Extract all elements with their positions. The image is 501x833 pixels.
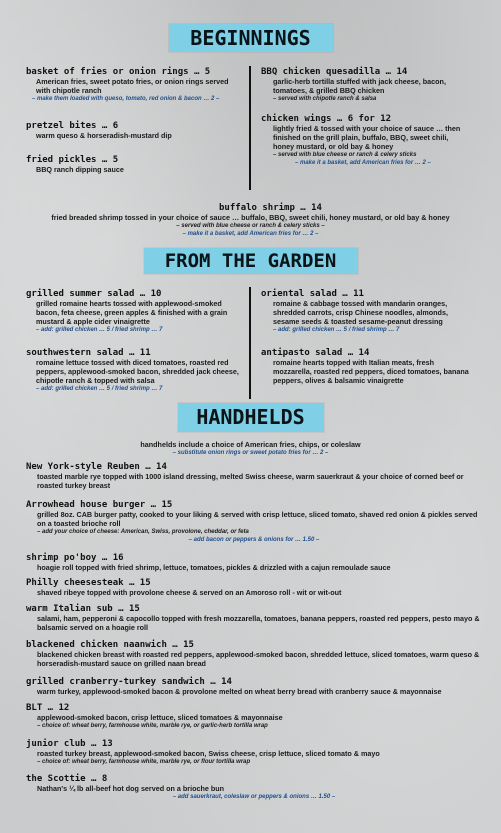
menu-item-scottie (26, 774, 482, 801)
item-name: chicken wings … 6 for 12 (261, 114, 392, 124)
menu-item-pickles (26, 155, 240, 174)
item-addon: – served with chipotle ranch & salsa (273, 96, 377, 102)
beginnings-column-divider (249, 66, 251, 190)
item-description: hoagie roll topped with fried shrimp, lettuce, tomatoes, pickles & drizzled with a cajun remoulade sauce (37, 563, 391, 572)
menu-item-antipasto-salad (261, 348, 471, 385)
intro-text: handhelds include a choice of American fries, chips, or coleslaw (140, 440, 361, 449)
item-description: BBQ ranch dipping sauce (36, 165, 124, 174)
item-name: basket of fries or onion rings … 5 (26, 67, 211, 77)
item-addon: – add: grilled chicken … 5 / fried shrimp … 7 (273, 327, 400, 333)
item-addon: – served with blue cheese or ranch & celery sticks (273, 152, 417, 158)
item-name: grilled cranberry-turkey sandwich … 14 (26, 677, 232, 687)
item-option: – choice of: wheat berry, farmhouse white, marble rye, or garlic-herb tortilla wrap (37, 723, 268, 729)
item-description: grilled 8oz. CAB burger patty, cooked to your liking & served with crisp lettuce, sliced tomato, shaved red onion & pickles served on a toasted brioche roll (37, 510, 478, 528)
section-title-beginnings: BEGINNINGS (169, 24, 333, 52)
menu-item-blt (26, 703, 482, 730)
menu-item-oriental-salad (261, 289, 471, 334)
item-name: fried pickles … 5 (26, 155, 119, 165)
menu-item-junior-club (26, 739, 482, 766)
menu-item-southwestern-salad (26, 348, 240, 393)
item-description: blackened chicken breast with roasted red peppers, applewood-smoked bacon, shredded lettuce, sliced tomatoes, warm queso & horseradish-mustard sauce on grilled naan bread (37, 650, 480, 668)
item-description: grilled romaine hearts tossed with applewood-smoked bacon, feta cheese, green apples & finished with a grain mustard & apple cider vinaigrette (36, 299, 228, 326)
item-name: BLT … 12 (26, 703, 70, 713)
menu-item-summer-salad (26, 289, 240, 334)
handhelds-intro (16, 440, 485, 457)
section-title-handhelds: HANDHELDS (178, 403, 324, 432)
item-addon: – make it a basket, add American fries for … 2 – (295, 160, 431, 166)
item-name: oriental salad … 11 (261, 289, 364, 299)
item-name: shrimp po'boy … 16 (26, 553, 124, 563)
item-name: antipasto salad … 14 (261, 348, 370, 358)
item-description: lightly fried & tossed with your choice of sauce … then finished on the grill plain, buffalo, BBQ, sweet chili, honey mustard, or old bay & honey (273, 124, 461, 151)
item-addon: – add: grilled chicken … 5 / fried shrimp … 7 (36, 386, 163, 392)
menu-item-italian-sub (26, 604, 482, 632)
menu-item-philly (26, 578, 482, 597)
menu-item-shrimp-poboy (26, 553, 482, 572)
item-description: toasted marble rye topped with 1000 island dressing, melted Swiss cheese, warm sauerkraut & your choice of corned beef or roasted turkey breast (37, 472, 464, 490)
item-name: Arrowhead house burger … 15 (26, 500, 173, 510)
menu-item-buffalo-shrimp (16, 203, 485, 238)
menu-item-wings (261, 114, 471, 167)
item-name: grilled summer salad … 10 (26, 289, 162, 299)
intro-addon: – substitute onion rings or sweet potato fries for … 2 – (172, 450, 329, 456)
item-addon: – served with blue cheese or ranch & celery sticks – (176, 223, 325, 229)
item-addon: – make them loaded with queso, tomato, red onion & bacon … 2 – (32, 96, 220, 102)
item-name: Philly cheesesteak … 15 (26, 578, 151, 588)
item-description: roasted turkey breast, applewood-smoked bacon, Swiss cheese, crisp lettuce, sliced tomato & mayo (37, 749, 380, 758)
item-description: shaved ribeye topped with provolone cheese & served on an Amoroso roll - wit or wit-out (37, 588, 342, 597)
item-description: romaine lettuce tossed with diced tomatoes, roasted red peppers, applewood-smoked bacon, shredded jack cheese, chipotle ranch & topped with salsa (36, 358, 239, 385)
section-title-garden: FROM THE GARDEN (144, 248, 358, 274)
item-addon: – make it a basket, add American fries for … 2 – (182, 231, 319, 237)
menu-item-naanwich (26, 640, 482, 668)
item-addon: – add sauerkraut, coleslaw or peppers & onions … 1.50 – (172, 794, 336, 800)
item-name: southwestern salad … 11 (26, 348, 151, 358)
item-description: fried breaded shrimp tossed in your choice of sauce … buffalo, BBQ, sweet chili, honey mustard, or old bay & honey (51, 213, 450, 222)
item-name: BBQ chicken quesadilla … 14 (261, 67, 408, 77)
item-name: buffalo shrimp … 14 (219, 203, 322, 213)
item-addon: – add bacon or peppers & onions for … 1.50 – (188, 537, 320, 543)
item-description: warm queso & horseradish-mustard dip (36, 131, 172, 140)
item-description: romaine & cabbage tossed with mandarin oranges, shredded carrots, crisp Chinese noodles, almonds, sesame seeds & toasted sesame-peanut dressing (273, 299, 448, 326)
item-option: – choice of: wheat berry, farmhouse white, marble rye, or flour tortilla wrap (37, 759, 251, 765)
item-description: American fries, sweet potato fries, or onion rings served with chipotle ranch (36, 77, 229, 95)
item-description: romaine hearts topped with Italian meats, fresh mozzarella, roasted red peppers, diced tomatoes, banana peppers, olives & balsamic vinaigrette (273, 358, 469, 385)
menu-item-reuben (26, 462, 482, 490)
menu-item-pretzel (26, 121, 240, 140)
item-option: – add your choice of cheese: American, Swiss, provolone, cheddar, or feta (37, 529, 249, 535)
item-addon: – add: grilled chicken … 5 / fried shrimp … 7 (36, 327, 163, 333)
menu-item-quesadilla (261, 67, 471, 103)
item-name: pretzel bites … 6 (26, 121, 119, 131)
item-name: blackened chicken naanwich … 15 (26, 640, 194, 650)
item-description: warm turkey, applewood-smoked bacon & provolone melted on wheat berry bread with cranberry sauce & mayonnaise (37, 687, 442, 696)
item-name: warm Italian sub … 15 (26, 604, 140, 614)
item-description: Nathan's ¼ lb all-beef hot dog served on a brioche bun (37, 784, 225, 793)
item-name: the Scottie … 8 (26, 774, 108, 784)
item-description: salami, ham, pepperoni & capocollo topped with fresh mozzarella, tomatoes, banana peppers, roasted red peppers, pesto mayo & balsamic served on a hoagie roll (37, 614, 480, 632)
item-description: applewood-smoked bacon, crisp lettuce, sliced tomatoes & mayonnaise (37, 713, 283, 722)
menu-item-cranberry-turkey (26, 677, 488, 696)
item-description: garlic-herb tortilla stuffed with jack cheese, bacon, tomatoes, & grilled BBQ chicken (273, 77, 446, 95)
garden-column-divider (249, 287, 251, 399)
item-name: junior club … 13 (26, 739, 113, 749)
menu-item-arrowhead-burger (26, 500, 482, 544)
item-name: New York-style Reuben … 14 (26, 462, 167, 472)
menu-item-fries (26, 67, 240, 103)
